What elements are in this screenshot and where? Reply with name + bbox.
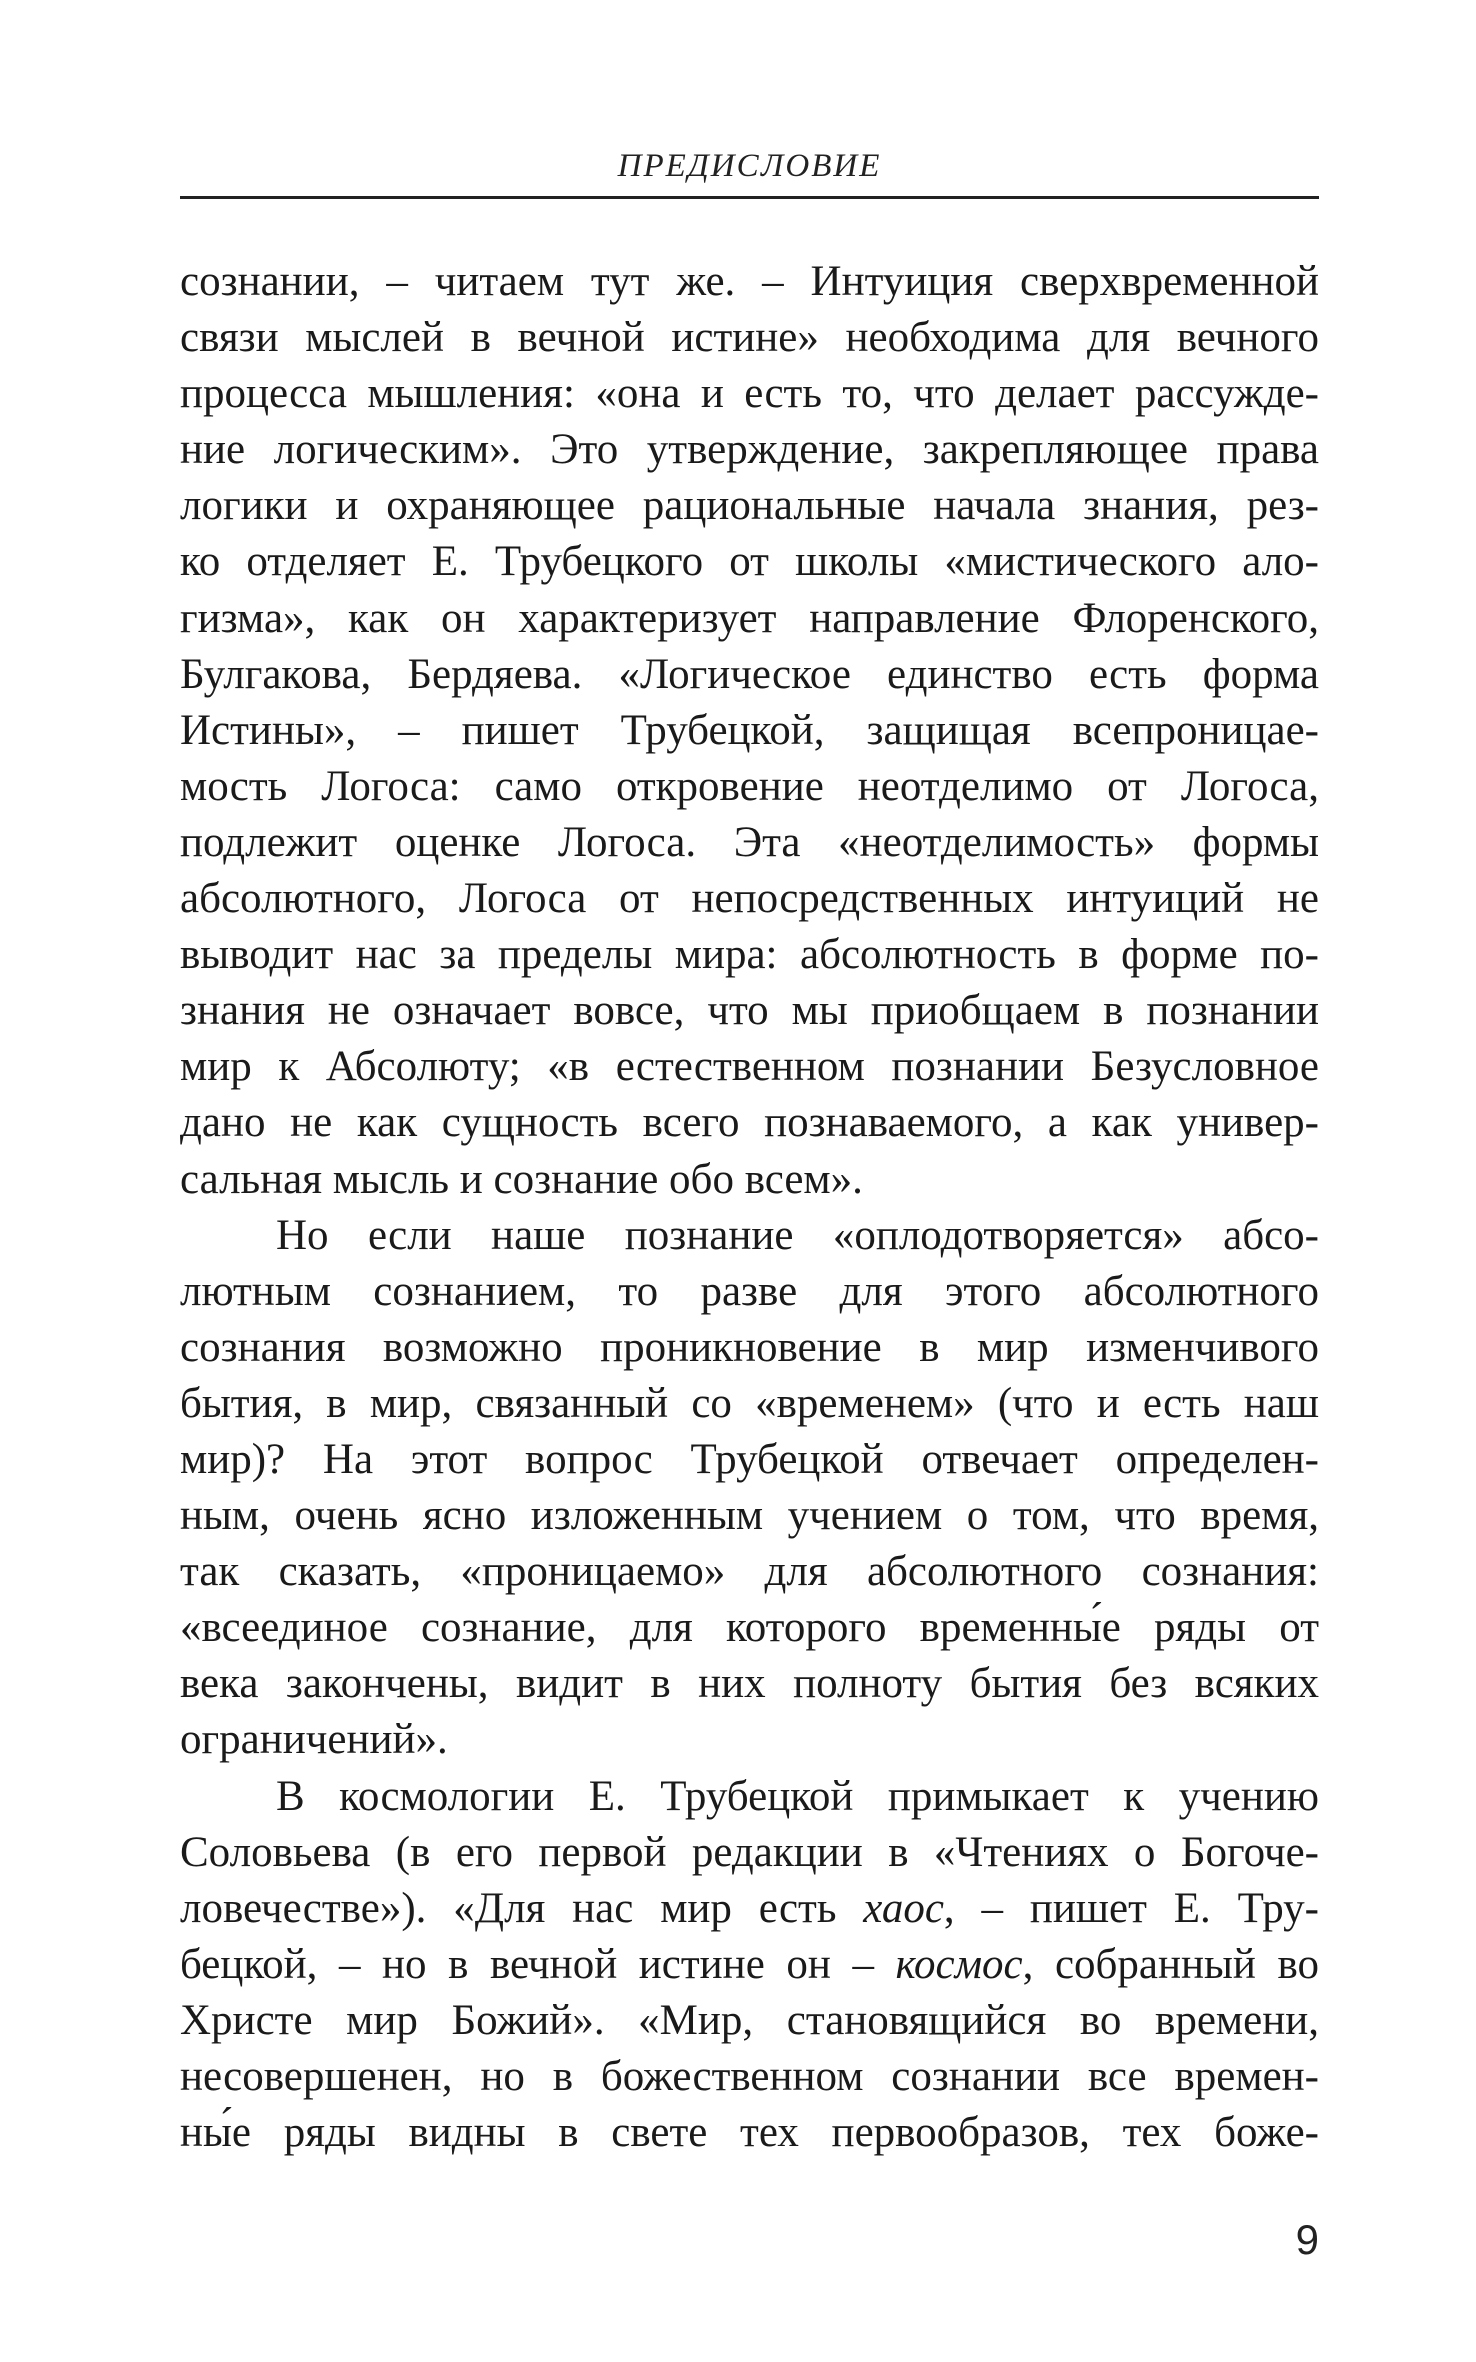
text-line: ние логическим». Это утверждение, закрепляющее права bbox=[180, 426, 1319, 474]
text-line: подлежит оценке Логоса. Эта «неотделимость» формы bbox=[180, 818, 1319, 866]
italic-term: хаос bbox=[863, 1884, 944, 1932]
text-line: выводит нас за пределы мира: абсолютность в форме по- bbox=[180, 931, 1319, 979]
text-line: сознании, – читаем тут же. – Интуиция сверхвременной bbox=[180, 258, 1319, 305]
text-line: процесса мышления: «она и есть то, что делает рассужде- bbox=[180, 370, 1319, 418]
text-line bbox=[180, 1937, 1319, 1993]
text-line: мость Логоса: само откровение неотделимо от Логоса, bbox=[180, 762, 1319, 810]
italic-term: космос bbox=[895, 1940, 1023, 1988]
text-line: абсолютного, Логоса от непосредственных интуиций не bbox=[180, 875, 1319, 923]
text-segment: бецкой, – но в вечной истине он – bbox=[180, 1940, 896, 1988]
text-line: сальная мысль и сознание обо всем». bbox=[180, 1155, 863, 1203]
text-line: связи мыслей в вечной истине» необходима для вечного bbox=[180, 314, 1319, 362]
text-line: «всеединое сознание, для которого временны́е ряды от bbox=[180, 1604, 1319, 1652]
text-line: сознания возможно проникновение в мир изменчивого bbox=[180, 1323, 1319, 1371]
text-line: несовершенен, но в божественном сознании все времен- bbox=[180, 2053, 1319, 2100]
text-line: так сказать, «проницаемо» для абсолютного сознания: bbox=[180, 1548, 1319, 1596]
text-line: мир)? На этот вопрос Трубецкой отвечает определен- bbox=[180, 1435, 1319, 1483]
header-rule bbox=[180, 196, 1319, 199]
text-line: Но если наше познание «оплодотворяется» абсо- bbox=[276, 1211, 1319, 1259]
text-segment: , собранный во bbox=[1022, 1940, 1320, 1988]
text-line: Истины», – пишет Трубецкой, защищая всепроницае- bbox=[180, 706, 1319, 754]
text-line: ным, очень ясно изложенным учением о том, что время, bbox=[180, 1492, 1319, 1540]
text-line: В космологии Е. Трубецкой примыкает к учению bbox=[276, 1772, 1319, 1820]
text-line: бытия, в мир, связанный со «временем» (что и есть наш bbox=[180, 1379, 1319, 1427]
text-line: мир к Абсолюту; «в естественном познании Безусловное bbox=[180, 1043, 1319, 1091]
text-line: ко отделяет Е. Трубецкого от школы «мистического ало- bbox=[180, 538, 1319, 586]
text-segment: , – пишет Е. Тру- bbox=[943, 1884, 1319, 1932]
text-line: Христе мир Божий». «Мир, становящийся во времени, bbox=[180, 1996, 1319, 2044]
page-number: 9 bbox=[1295, 2216, 1319, 2263]
body-text bbox=[180, 254, 1319, 2161]
running-header: ПРЕДИСЛОВИЕ bbox=[617, 148, 882, 184]
text-line: знания не означает вовсе, что мы приобщаем в познании bbox=[180, 987, 1319, 1035]
text-line: дано не как сущность всего познаваемого, а как универ- bbox=[180, 1099, 1319, 1147]
text-line: Булгакова, Бердяева. «Логическое единство есть форма bbox=[180, 650, 1319, 698]
text-line: века закончены, видит в них полноту бытия без всяких bbox=[180, 1660, 1319, 1708]
text-line bbox=[180, 1881, 1319, 1937]
text-line: ограничений». bbox=[180, 1716, 448, 1764]
text-line: лютным сознанием, то разве для этого абсолютного bbox=[180, 1267, 1319, 1315]
text-line: ны́е ряды видны в свете тех первообразов, тех боже- bbox=[180, 2109, 1319, 2157]
text-line: логики и охраняющее рациональные начала знания, рез- bbox=[180, 482, 1319, 530]
text-line: Соловьева (в его первой редакции в «Чтениях о Богоче- bbox=[180, 1828, 1319, 1876]
text-line: гизма», как он характеризует направление Флоренского, bbox=[180, 594, 1319, 642]
text-segment: ловечестве»). «Для нас мир есть bbox=[180, 1884, 864, 1932]
